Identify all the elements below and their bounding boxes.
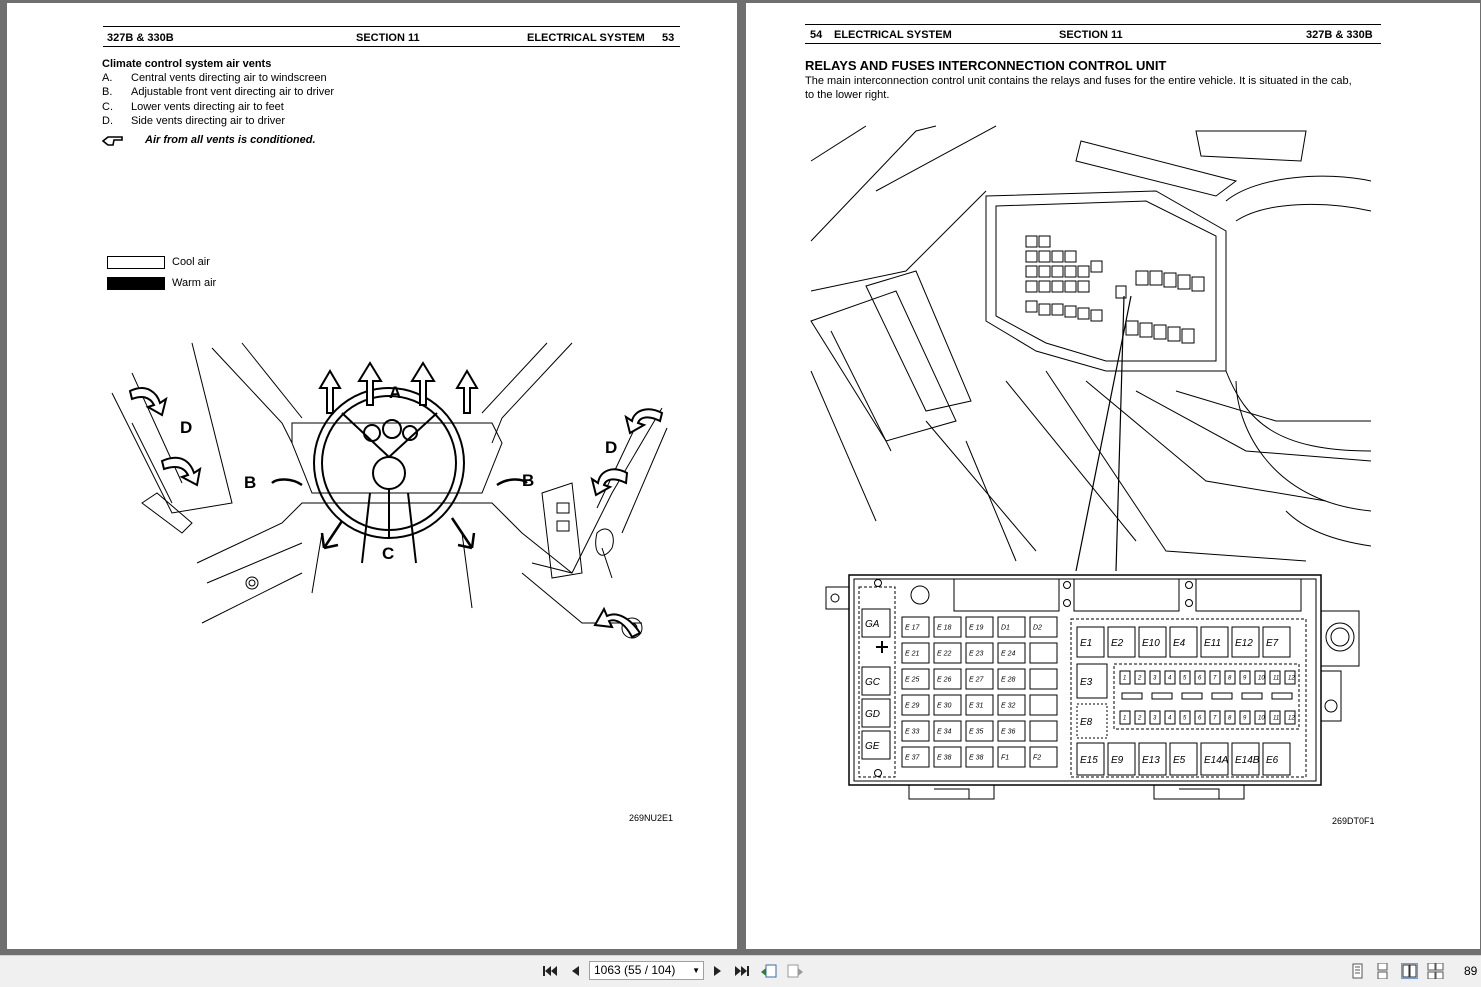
fuse-slot xyxy=(1030,643,1057,663)
figure-code: 269NU2E1 xyxy=(629,813,674,823)
last-page-icon[interactable] xyxy=(733,963,751,979)
chevron-down-icon[interactable]: ▼ xyxy=(692,966,700,975)
relay-e4-label: E4 xyxy=(1173,638,1186,649)
item-letter: C. xyxy=(102,101,113,113)
fuse-slot-label: E 28 xyxy=(1001,676,1016,684)
prev-page-icon[interactable] xyxy=(566,963,584,979)
relay-e1-label: E1 xyxy=(1080,638,1093,649)
relay-ge-label: GE xyxy=(865,741,880,752)
left-relay-group xyxy=(862,609,890,759)
relay-e14b-label: E14B xyxy=(1235,755,1260,766)
fuse-slot-label: E 23 xyxy=(969,650,984,658)
legend-label: Cool air xyxy=(172,256,210,268)
header-section: SECTION 11 xyxy=(1059,29,1123,41)
mini-fuse-label: 2 xyxy=(1138,675,1142,682)
mini-fuse-label: 8 xyxy=(1228,675,1232,682)
mini-fuse-label: 12 xyxy=(1288,715,1295,722)
label-b-right: B xyxy=(522,471,535,490)
label-d-right: D xyxy=(605,438,618,457)
relay-e11-label: E11 xyxy=(1204,638,1222,649)
header-model: 327B & 330B xyxy=(1306,29,1373,41)
fuse-slot xyxy=(1030,721,1057,741)
body-text: The main interconnection control unit contains the relays and fuses for the entire vehicle. It is situated in the cab, xyxy=(805,75,1352,87)
relay-e13-label: E13 xyxy=(1142,755,1160,766)
header-section: SECTION 11 xyxy=(356,32,420,44)
continuous-facing-icon[interactable] xyxy=(1427,963,1444,979)
page-title: RELAYS AND FUSES INTERCONNECTION CONTROL UNIT xyxy=(805,58,1167,73)
relay-top-row xyxy=(1077,627,1290,657)
mini-fuse-strip xyxy=(1122,693,1142,699)
mini-fuse-label: 3 xyxy=(1153,675,1157,682)
relay-e5-label: E5 xyxy=(1173,755,1186,766)
first-page-icon[interactable] xyxy=(541,963,559,979)
interconnection-unit-diagram xyxy=(824,571,1364,811)
fuse-slot-label: E 38 xyxy=(937,754,952,762)
fuse-slot-label: F1 xyxy=(1001,754,1010,762)
warm-air-swatch xyxy=(107,277,165,290)
mini-fuse-label: 5 xyxy=(1183,675,1187,682)
fuse-slot-label: E 24 xyxy=(1001,650,1016,658)
label-c: C xyxy=(382,544,395,563)
relay-e9-label: E9 xyxy=(1111,755,1124,766)
facing-icon[interactable] xyxy=(1401,963,1418,979)
navigation-toolbar xyxy=(0,955,1481,987)
next-page-icon[interactable] xyxy=(709,963,727,979)
mini-fuse-label: 11 xyxy=(1273,715,1280,722)
header-rule-bottom xyxy=(103,46,680,47)
legend-label: Warm air xyxy=(172,277,217,289)
fuse-slot-label: F2 xyxy=(1033,754,1042,762)
relay-e8-label: E8 xyxy=(1080,717,1093,728)
mini-fuse-strip xyxy=(1242,693,1262,699)
fuse-grid xyxy=(902,617,1057,767)
item-text: Central vents directing air to windscreen xyxy=(131,72,327,84)
fuse-slot-label: D1 xyxy=(1001,624,1010,632)
header-rule-top xyxy=(805,24,1381,25)
fuse-slot-label: E 36 xyxy=(1001,728,1016,736)
fuse-slot-label: D2 xyxy=(1033,624,1042,632)
mini-fuse-label: 11 xyxy=(1273,675,1280,682)
relay-side-column xyxy=(1077,664,1107,738)
item-letter: B. xyxy=(102,86,113,98)
mini-fuse-label: 1 xyxy=(1123,715,1127,722)
fuse-slot-label: E 21 xyxy=(905,650,920,658)
item-text: Lower vents directing air to feet xyxy=(131,101,284,113)
mini-fuse-strip xyxy=(1182,693,1202,699)
item-letter: A. xyxy=(102,72,113,84)
relay-e6-label: E6 xyxy=(1266,755,1279,766)
body-text: to the lower right. xyxy=(805,89,890,101)
page-number-field[interactable] xyxy=(589,961,704,980)
fuse-slot-label: E 37 xyxy=(905,754,920,762)
relay-gd-label: GD xyxy=(865,709,880,720)
mini-fuse-strip xyxy=(1272,693,1292,699)
mini-fuse-label: 2 xyxy=(1138,715,1142,722)
fuse-slot-label: E 25 xyxy=(905,676,920,684)
mini-fuse-label: 12 xyxy=(1288,675,1295,682)
fuse-slot xyxy=(1030,695,1057,715)
mini-fuse-strip xyxy=(1152,693,1172,699)
note-hand-icon xyxy=(102,135,124,147)
label-b-left: B xyxy=(244,473,257,492)
relay-ga-label: GA xyxy=(865,619,880,630)
mini-fuse-strip xyxy=(1212,693,1232,699)
mini-fuse-label: 6 xyxy=(1198,715,1202,722)
header-page-number: 53 xyxy=(662,32,675,44)
relay-bottom-row xyxy=(1077,743,1290,775)
relay-e2-label: E2 xyxy=(1111,638,1124,649)
relay-e3-label: E3 xyxy=(1080,677,1093,688)
item-text: Side vents directing air to driver xyxy=(131,115,286,127)
fuse-slot-label: E 27 xyxy=(969,676,984,684)
label-a: A xyxy=(389,383,402,402)
fuse-slot-label: E 34 xyxy=(937,728,952,736)
relay-e15-label: E15 xyxy=(1080,755,1098,766)
fuse-slot-label: E 29 xyxy=(905,702,920,710)
header-rule-bottom xyxy=(805,43,1381,44)
page-number-value: 1063 (55 / 104) xyxy=(594,963,676,977)
header-chapter: ELECTRICAL SYSTEM xyxy=(527,32,645,44)
relay-e14a-label: E14A xyxy=(1204,755,1229,766)
fuse-slot-label: E 22 xyxy=(937,650,952,658)
header-page-number: 54 xyxy=(810,29,823,41)
mini-fuse-label: 1 xyxy=(1123,675,1127,682)
fuse-slot-label: E 35 xyxy=(969,728,984,736)
item-letter: D. xyxy=(102,115,113,127)
mini-fuse-label: 6 xyxy=(1198,675,1202,682)
header-chapter: ELECTRICAL SYSTEM xyxy=(834,29,952,41)
fuse-slot-label: E 31 xyxy=(969,702,984,710)
section-heading: Climate control system air vents xyxy=(102,58,272,70)
mini-fuse-label: 10 xyxy=(1258,675,1265,682)
fuse-slot-label: E 38 xyxy=(969,754,984,762)
label-d-left: D xyxy=(180,418,193,437)
item-text: Adjustable front vent directing air to driver xyxy=(131,86,334,98)
continuous-icon[interactable] xyxy=(1374,963,1391,979)
note-text: Air from all vents is conditioned. xyxy=(145,134,316,146)
fuse-slot-label: E 32 xyxy=(1001,702,1016,710)
page-54 xyxy=(746,3,1480,949)
mini-fuse-label: 8 xyxy=(1228,715,1232,722)
relay-e12-label: E12 xyxy=(1235,638,1253,649)
mini-fuse-label: 9 xyxy=(1243,675,1247,682)
fuse-slot-label: E 26 xyxy=(937,676,952,684)
mini-fuse-label: 10 xyxy=(1258,715,1265,722)
relay-gc-label: GC xyxy=(865,677,880,688)
back-view-icon[interactable] xyxy=(760,963,778,979)
fuse-slot-label: E 30 xyxy=(937,702,952,710)
mini-fuse-row xyxy=(1120,671,1295,724)
fuse-slot-label: E 18 xyxy=(937,624,952,632)
mini-fuse-label: 4 xyxy=(1168,715,1172,722)
page-53 xyxy=(7,3,737,949)
figure-code: 269DT0F1 xyxy=(1332,816,1375,826)
fuse-slot-label: E 17 xyxy=(905,624,920,632)
cab-interior-illustration xyxy=(806,121,1376,571)
mini-fuse-label: 9 xyxy=(1243,715,1247,722)
mini-fuse-label: 7 xyxy=(1213,715,1217,722)
mini-fuse-label: 5 xyxy=(1183,715,1187,722)
single-page-icon[interactable] xyxy=(1349,963,1366,979)
mini-fuse-label: 4 xyxy=(1168,675,1172,682)
header-model: 327B & 330B xyxy=(107,32,174,44)
mini-fuse-label: 7 xyxy=(1213,675,1217,682)
fuse-slot xyxy=(1030,669,1057,689)
air-vents-illustration xyxy=(102,333,682,653)
forward-view-icon[interactable] xyxy=(786,963,804,979)
cool-air-swatch xyxy=(107,256,165,269)
relay-e7-label: E7 xyxy=(1266,638,1279,649)
fuse-slot-label: E 33 xyxy=(905,728,920,736)
mini-fuse-label: 3 xyxy=(1153,715,1157,722)
zoom-level[interactable]: 89 xyxy=(1464,964,1478,978)
header-rule-top xyxy=(103,26,680,27)
fuse-slot-label: E 19 xyxy=(969,624,984,632)
relay-e10-label: E10 xyxy=(1142,638,1160,649)
